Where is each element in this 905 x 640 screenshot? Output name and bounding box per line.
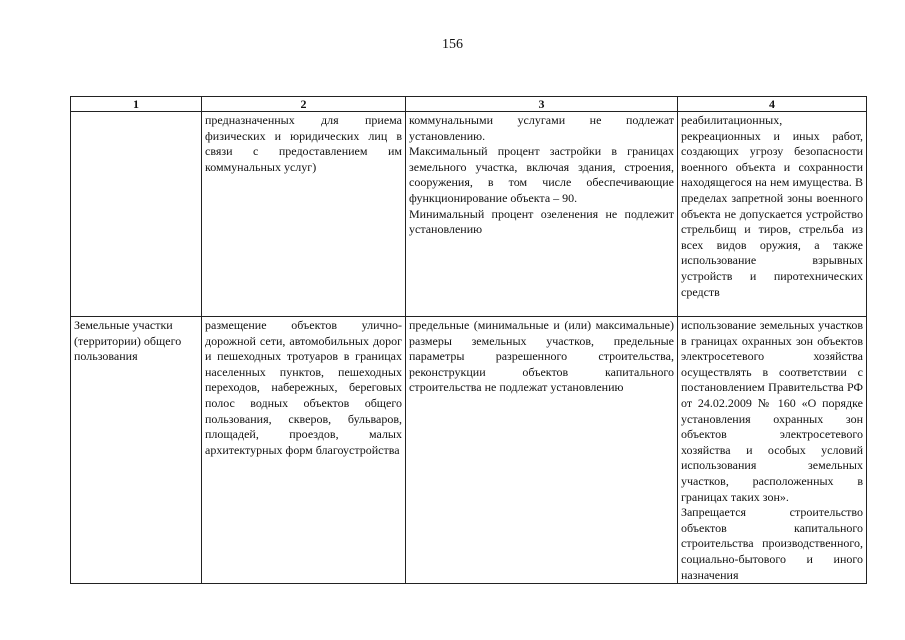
- cell-text: реабилитационных, рекреационных и иных работ, создающих угрозу безопасности военного объекта и сохранности находящегося на нем имущества. В пределах запретной зоны военного объекта не допускается устройство стрельбищ и тиров, стрельба из всех видов оружия, а также использование взрывных устройств и пиротехнических средств: [681, 113, 863, 299]
- regulation-table: [70, 96, 867, 584]
- column-header-3: 3: [406, 97, 678, 112]
- cell-permitted-use: [202, 112, 406, 317]
- cell-zone-name: [71, 112, 202, 317]
- cell-text: размещение объектов улично-дорожной сети, автомобильных дорог и пешеходных тротуаров в границах населенных пунктов, пешеходных переходов, набережных, береговых полос водных объектов общего пользования, скверов, бульваров, площадей, проездов, малых архитектурных форм благоустройства: [205, 318, 402, 457]
- column-header-4: 4: [678, 97, 867, 112]
- cell-zone-name: [71, 317, 202, 584]
- cell-restrictions: [678, 317, 867, 584]
- cell-text: коммунальными услугами не подлежат установлению.: [409, 113, 674, 143]
- cell-text: Максимальный процент застройки в границах земельного участка, включая здания, строения, сооружения, в том числе обеспечивающие функционирование объекта – 90.: [409, 144, 674, 205]
- cell-restrictions: [678, 112, 867, 317]
- column-header-2: 2: [202, 97, 406, 112]
- cell-text: предельные (минимальные и (или) максимальные) размеры земельных участков, предельные параметры разрешенного строительства, реконструкции объектов капитального строительства не подлежат установлению: [409, 318, 674, 395]
- table-row: [71, 317, 867, 584]
- cell-parameters: [406, 317, 678, 584]
- cell-permitted-use: [202, 317, 406, 584]
- cell-text: Минимальный процент озеленения не подлежит установлению: [409, 206, 674, 237]
- table-row: [71, 112, 867, 317]
- cell-text: предназначенных для приема физических и юридических лиц в связи с предоставлением им коммунальных услуг): [205, 113, 402, 174]
- header-row: [71, 97, 867, 112]
- page-number: 156: [442, 37, 463, 52]
- cell-text: Запрещается строительство объектов капитального строительства производственного, социально-бытового и иного назначения: [681, 505, 863, 582]
- column-header-1: 1: [71, 97, 202, 112]
- cell-text: использование земельных участков в границах охранных зон объектов электросетевого хозяйства осуществлять в соответствии с постановлением Правительства РФ от 24.02.2009 № 160 «О порядке установления охранных зон объектов электросетевого хозяйства и особых условий использования земельных участков, расположенных в границах таких зон».: [681, 318, 863, 504]
- cell-text: Земельные участки (территории) общего пользования: [74, 318, 182, 364]
- cell-parameters: [406, 112, 678, 317]
